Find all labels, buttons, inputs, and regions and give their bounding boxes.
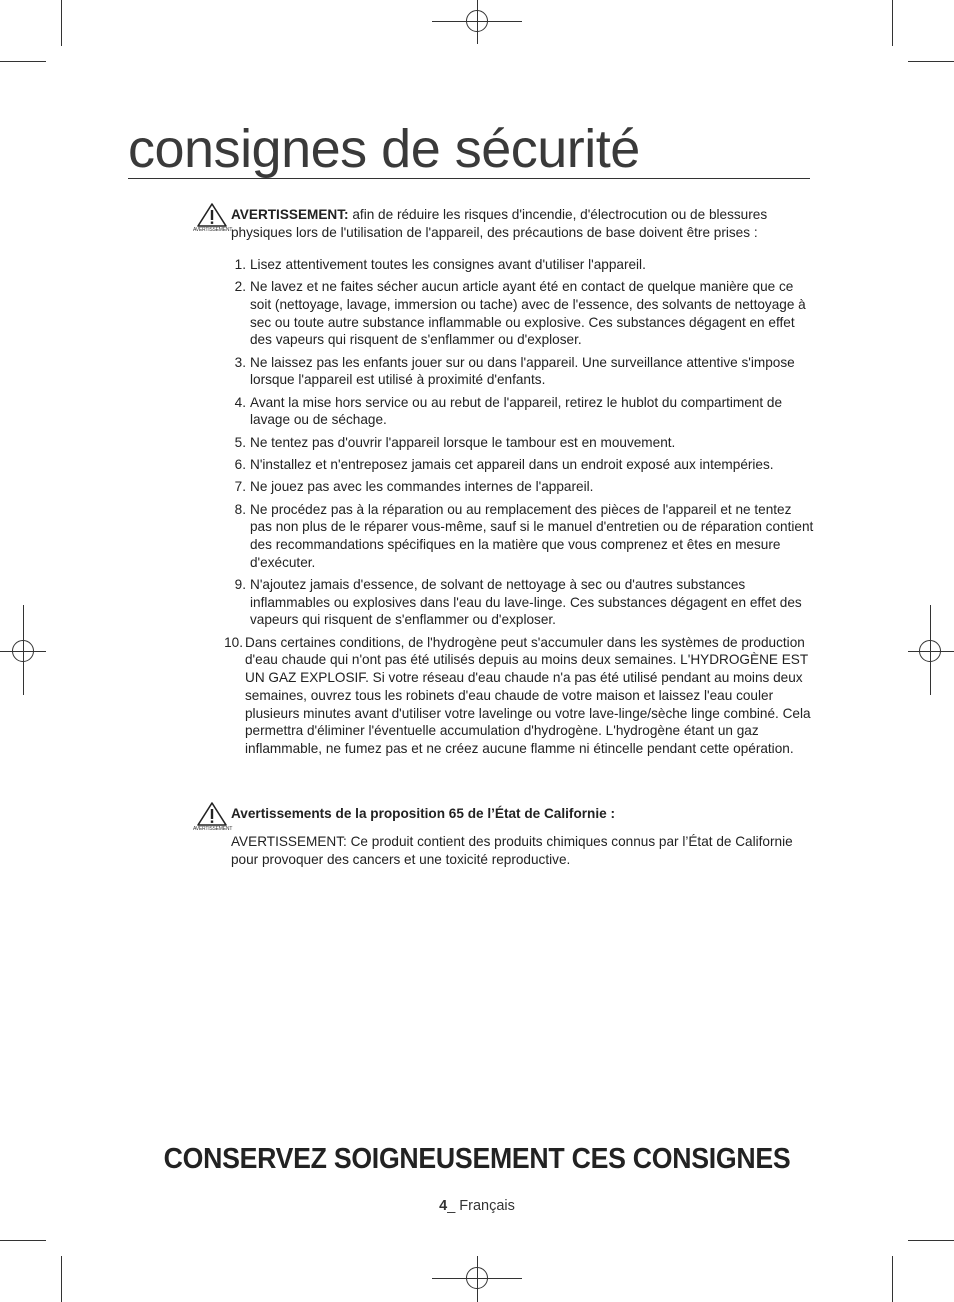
crop-mark bbox=[908, 1240, 954, 1241]
page-number: 4_ Français bbox=[439, 1198, 515, 1214]
warning-triangle-icon bbox=[193, 203, 231, 233]
list-item: 4. Avant la mise hors service ou au rebut de l'appareil, retirez le hublot du compartiment de lavage ou de séchage. bbox=[234, 394, 783, 428]
list-item: 7. Ne jouez pas avec les commandes internes de l'appareil. bbox=[234, 479, 594, 495]
list-item: 1. Lisez attentivement toutes les consignes avant d'utiliser l'appareil. bbox=[234, 257, 646, 272]
warning-triangle-icon bbox=[193, 802, 231, 832]
list-item: 10. Dans certaines conditions, de l'hydrogène peut s'accumuler dans les systèmes de production d'eau chaude qui n'ont pas été utilisés depuis au moins deux semaines. L'HYDROGÈNE EST UN GAZ EXPLOSIF. Si votre réseau d'eau chaude n'a pas été utilisé pendant au moins deux semaines, ouvrez tous les robinets d'eau chaude de votre maison et laissez l'eau couler plusieurs minutes avant d'utiliser votre lavelinge ou votre lave-linge/sèche linge combiné. Cela permettra d'éliminer l'éventuelle accumulation d'hydrogène. L'hydrogène étant un gaz inflammable, ne fumez pas et ne créez aucune flamme ni étincelle pendant cette opération. bbox=[224, 634, 811, 756]
california-text: AVERTISSEMENT: Ce produit contient des produits chimiques connus par l’État de Californie pour provoquer des cancers et une toxicité reproductive. bbox=[231, 834, 793, 867]
crop-mark bbox=[61, 0, 62, 46]
crop-mark bbox=[908, 61, 954, 62]
crop-mark bbox=[892, 0, 893, 46]
warning-description: afin de réduire les risques d'incendie, d'électrocution ou de blessures physiques lors de l'utilisation de l'appareil, des précautions de base doivent être prises : bbox=[231, 207, 768, 240]
list-item: 2. Ne lavez et ne faites sécher aucun article ayant été en contact de quelque manière que ce soit (nettoyage, lavage, immersion ou tache) avec de l'essence, des solvants de nettoyage à sec ou toute autre substance inflammable ou explosive. Ces substances dégagent en effet des vapeurs qui risquent de s'enflammer ou d'exploser. bbox=[234, 279, 806, 348]
crop-mark bbox=[0, 61, 46, 62]
safety-instructions-list bbox=[222, 256, 814, 762]
list-item: 5. Ne tentez pas d'ouvrir l'appareil lorsque le tambour est en mouvement. bbox=[234, 434, 676, 450]
list-item: 9. N'ajoutez jamais d'essence, de solvant de nettoyage à sec ou d'autres substances inflammables ou explosives dans l'eau du lave-linge. Ces substances dégagent en effet des vapeurs qui risquent de s'enflammer ou d'exploser. bbox=[234, 577, 802, 628]
page-title: consignes de sécurité bbox=[128, 122, 810, 179]
crop-mark bbox=[892, 1256, 893, 1302]
list-item: 8. Ne procédez pas à la réparation ou au remplacement des pièces de l'appareil et ne tentez pas non plus de le réparer vous-même, sauf si le manuel d'entretien ou de réparation contient des recommandations spécifiques en la matière que vous comprenez et êtes en mesure d'exécuter. bbox=[234, 501, 814, 570]
warning-california bbox=[193, 802, 813, 869]
warning-main bbox=[193, 203, 813, 242]
warning-label: AVERTISSEMENT: bbox=[231, 207, 349, 222]
list-item: 3. Ne laissez pas les enfants jouer sur ou dans l'appareil. Une surveillance attentive s'impose lorsque l'appareil est utilisé à proximité d'enfants. bbox=[234, 354, 795, 388]
warning-icon-caption: AVERTISSEMENT bbox=[193, 227, 233, 233]
warning-main-text bbox=[231, 203, 813, 242]
crop-mark bbox=[0, 1240, 46, 1241]
footer-title: CONSERVEZ SOIGNEUSEMENT CES CONSIGNES bbox=[163, 1143, 791, 1175]
crop-mark bbox=[61, 1256, 62, 1302]
california-heading: Avertissements de la proposition 65 de l’État de Californie : bbox=[231, 806, 615, 821]
list-item: 6. N'installez et n'entreposez jamais cet appareil dans un endroit exposé aux intempéries. bbox=[234, 457, 774, 472]
warning-icon-caption: AVERTISSEMENT bbox=[193, 826, 233, 832]
